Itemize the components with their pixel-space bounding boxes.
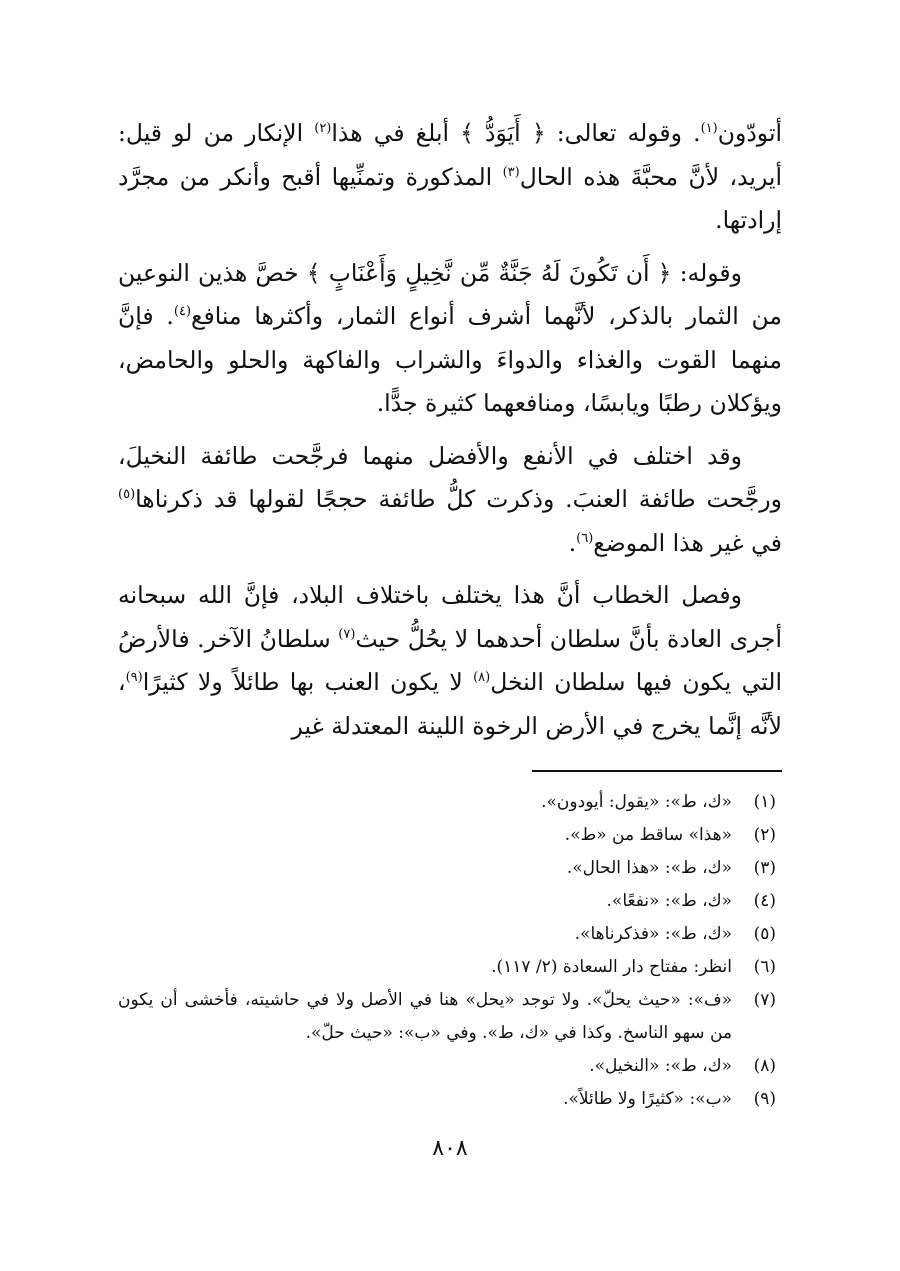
footnote-text: «ك، ط»: «هذا الحال». [566, 858, 732, 878]
text-segment: المذكورة وتمنِّيها أقبح وأنكر من مجرَّد إرادتها. [118, 162, 782, 234]
paragraph [118, 435, 782, 566]
footnote-text: «ك، ط»: «نفعًا». [606, 891, 732, 911]
text-segment: ، لأنَّه إنَّما يخرج في الأرض الرخوة اللينة المعتدلة غير [118, 668, 782, 740]
footnote-item [118, 1050, 782, 1083]
text-segment: أتودّون [717, 119, 783, 147]
footnote-item [118, 885, 782, 918]
footnote-number: (٥) [753, 924, 776, 944]
footnote-item [118, 786, 782, 819]
text-segment: وقوله: ﴿ أَن تَكُونَ لَهُ جَنَّةٌ مِّن نَّخِيلٍ وَأَعْنَابٍ ﴾ خصَّ هذين النوعين من الثمار بالذكر، لأنَّهما أشرف أنواع الثمار، وأكثرها منافع [118, 258, 782, 330]
footnote-item [118, 819, 782, 852]
footnote-number: (٧) [753, 990, 776, 1010]
footnote-marker[interactable]: (٨) [473, 670, 491, 686]
text-segment: . فإنَّ منهما القوت والغذاء والدواءَ والشراب والفاكهة والحلو والحامض، ويؤكلان رطبًا ويابسًا، ومنافعهما كثيرة جدًّا. [118, 302, 782, 417]
footnote-text: انظر: مفتاح دار السعادة (٢/ ١١٧). [491, 957, 732, 977]
footnote-item [118, 951, 782, 984]
text-segment: سلطانُ الآخر. فالأرضُ التي يكون فيها سلطان النخل [118, 624, 782, 696]
page-number: ٨٠٨ [432, 1136, 468, 1161]
footnote-item [118, 918, 782, 951]
paragraph [118, 252, 782, 426]
footnote-text: «هذا» ساقط من «ط». [564, 825, 732, 845]
footnote-divider [532, 770, 782, 772]
footnote-text: «ك، ط»: «النخيل». [589, 1056, 732, 1076]
main-text [118, 112, 782, 748]
footnote-text: «ب»: «كثيرًا ولا طائلاً». [563, 1089, 732, 1109]
footnote-marker[interactable]: (٣) [502, 164, 520, 180]
footnote-text: «ك، ط»: «فذكرناها». [574, 924, 732, 944]
footnote-number: (٣) [753, 858, 776, 878]
footnotes [118, 786, 782, 1116]
footnote-item [118, 984, 782, 1050]
text-segment: وفصل الخطاب أنَّ هذا يختلف باختلاف البلاد، فإنَّ الله سبحانه أجرى العادة بأنَّ سلطان أحدهما لا يحُلُّ حيث [118, 581, 782, 653]
footnote-marker[interactable]: (٥) [118, 487, 136, 503]
text-segment: لا يكون العنب بها طائلاً ولا كثيرًا [142, 668, 474, 696]
footnote-text: «ف»: «حيث يحلّ». ولا توجد «يحل» هنا في الأصل ولا في حاشيته، فأخشى أن يكون من سهو الناسخ. وكذا في «ك، ط». وفي «ب»: «حيث حلّ». [118, 990, 732, 1043]
text-segment: الإنكار من لو قيل: أيريد، لأنَّ محبَّةَ هذه الحال [118, 119, 782, 191]
footnote-marker[interactable]: (٦) [576, 530, 594, 546]
text-segment: وقد اختلف في الأنفع والأفضل منهما فرجَّحت طائفة النخيلَ، ورجَّحت طائفة العنبَ. وذكرت كلُّ طائفة حججًا لقولها قد ذكرناها [118, 441, 782, 513]
footnote-marker[interactable]: (٢) [314, 121, 332, 137]
text-segment: في غير هذا الموضع [593, 528, 782, 557]
footnote-number: (٨) [753, 1056, 776, 1076]
footnote-marker[interactable]: (٩) [125, 670, 143, 686]
footnote-number: (١) [753, 792, 776, 812]
footnote-number: (٩) [753, 1089, 776, 1109]
footnote-text: «ك، ط»: «يقول: أيودون». [541, 792, 732, 812]
footnote-item [118, 1083, 782, 1116]
footnote-number: (٢) [753, 825, 776, 845]
footnote-marker[interactable]: (١) [700, 121, 718, 137]
paragraph [118, 112, 782, 243]
text-segment: . [568, 528, 577, 557]
footnote-number: (٦) [753, 957, 776, 977]
text-segment: . وقوله تعالى: ﴿ أَيَوَدُّ ﴾ أبلغ في هذا [331, 119, 701, 147]
footnote-number: (٤) [753, 891, 776, 911]
footnote-marker[interactable]: (٤) [173, 304, 192, 320]
paragraph [118, 574, 782, 748]
footnote-marker[interactable]: (٧) [338, 626, 356, 642]
footnote-item [118, 852, 782, 885]
